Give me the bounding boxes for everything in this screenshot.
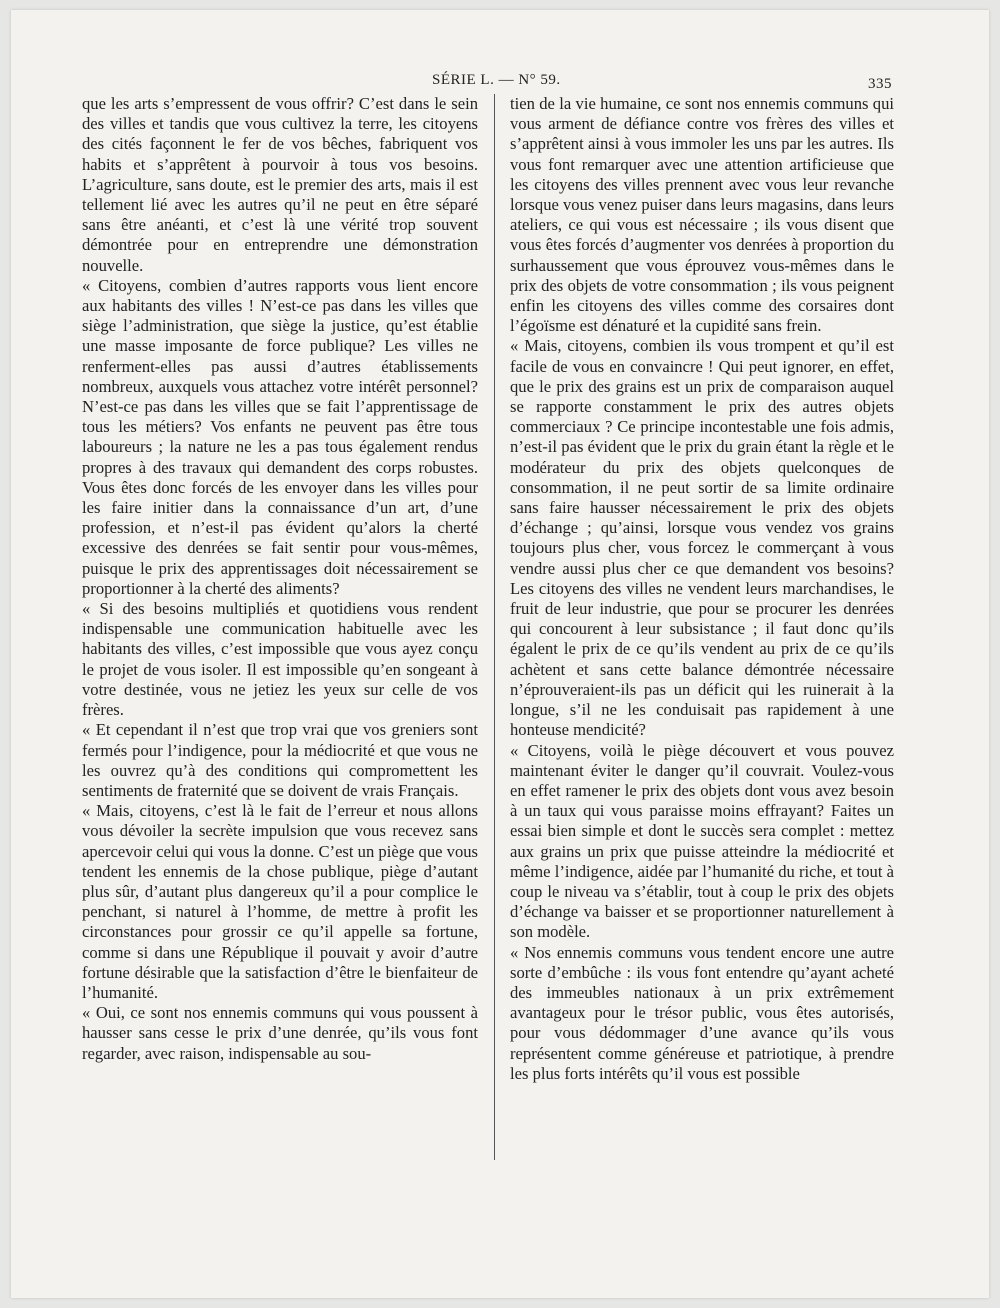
page-number: 335	[868, 76, 892, 92]
left-text-column: que les arts s’empressent de vous offrir? C’est dans le sein des villes et tandis que vous cultivez la terre, les citoyens des cités façonnent le fer de vos bêches, fabriquent vos habits et s’apprêtent à pourvoir à tous vos besoins. L’agriculture, sans doute, est le premier des arts, mais il est tellement lié avec les autres qu’il ne peut en être séparé sans être anéanti, et c’est là une vérité trop souvent démontrée pour en entreprendre une démonstration nouvelle. « Citoyens, combien d’autres rapports vous lient encore aux habitants des villes ! N’est-ce pas dans les villes que siège l’administration, que siège la justice, qu’est établie une masse imposante de force publique? Les villes ne renferment-elles pas aussi d’autres établissements nombreux, auxquels vous attachez votre intérêt personnel? N’est-ce pas dans les villes que se fait l’apprentissage de tous les métiers? Vos enfants ne peuvent pas être tous laboureurs ; la nature ne les a pas tous également rendus propres à des travaux qui demandent des corps robustes. Vous êtes donc forcés de les envoyer dans les villes pour les faire initier dans la connaissance d’un art, d’une profession, et n’est-il pas évident qu’alors la cherté excessive des denrées se fait sentir pour vous-mêmes, puisque le prix des apprentissages doit nécessairement se proportionner à la cherté des aliments? « Si des besoins multipliés et quotidiens vous rendent indispensable une communication habituelle avec les habitants des villes, c’est impossible que vous ayez conçu le projet de vous isoler. Il est impossible qu’en songeant à votre destinée, vous ne jetiez les yeux sur celle de vos frères. « Et cependant il n’est que trop vrai que vos greniers sont fermés pour l’indigence, pour la médiocrité et que vous ne les ouvrez qu’à des conditions qui compromettent les sentiments de fraternité que se doivent de vrais Français. « Mais, citoyens, c’est là le fait de l’erreur et nous allons vous dévoiler la secrète impulsion que vous recevez sans apercevoir celui qui vous la donne. C’est un piège que vous tendent les ennemis de la chose publique, piège d’autant plus sûr, d’autant plus dangereux qu’il a pour complice le penchant, si naturel à l’homme, de mettre à profit les circonstances pour grossir ce qu’il appelle sa fortune, comme si dans une République il pouvait y avoir d’autre fortune désirable que la satisfaction d’être le bienfaiteur de l’humanité. « Oui, ce sont nos ennemis communs qui vous poussent à hausser sans cesse le prix d’une denrée, qu’ils vous font regarder, avec raison, indispensable au sou-	[82, 94, 478, 1063]
running-header	[0, 68, 1000, 96]
series-heading: SÉRIE L. — N° 59.	[432, 72, 561, 88]
right-text-column: tien de la vie humaine, ce sont nos ennemis communs qui vous arment de défiance contre vos frères des villes et s’apprêtent ainsi à vous immoler les uns par les autres. Ils vous font remarquer avec une attention artificieuse que les citoyens des villes prennent avec vous leur revanche lorsque vous venez puiser dans leurs magasins, dans leurs ateliers, ce qui vous est nécessaire ; ils vous disent que vous êtes forcés d’augmenter vos denrées à proportion du surhaussement que vous éprouvez vous-mêmes dans le prix des objets de votre consommation ; ils vous peignent enfin les citoyens des villes comme des corsaires dont l’égoïsme est dénaturé et la cupidité sans frein. « Mais, citoyens, combien ils vous trompent et qu’il est facile de vous en convaincre ! Qui peut ignorer, en effet, que le prix des grains est un prix de comparaison auquel se rapporte constamment le prix des autres objets commerciaux ? Ce principe incontestable une fois admis, n’est-il pas évident que le prix du grain étant la règle et le modérateur du prix des objets quelconques de consommation, il ne peut sortir de sa limite ordinaire sans faire hausser nécessairement le prix des objets d’échange ; qu’ainsi, lorsque vous vendez vos grains toujours plus cher, vous forcez le commerçant à vous vendre aussi plus cher ce que demandent vos besoins? Les citoyens des villes ne vendent leurs marchandises, le fruit de leur industrie, que pour se procurer les denrées qui concourent à leur subsistance ; il faut donc qu’ils égalent le prix de ce qu’ils vendent au prix de ce qu’ils achètent et sans cette balance démontrée nécessaire n’éprouveraient-ils pas un déficit qui les ruinerait à la longue, s’il ne les conduisait pas rapidement à une honteuse mendicité? « Citoyens, voilà le piège découvert et vous pouvez maintenant éviter le danger qu’il couvrait. Voulez-vous en effet ramener le prix des objets dont vous avez besoin à un taux qui vous paraisse moins effrayant? Faites un essai bien simple et dont le succès sera complet : mettez aux grains un prix que puisse atteindre la médiocrité et même l’indigence, aidée par l’humanité du riche, et tout à coup le niveau va s’établir, tout à coup le prix des objets d’échange va baisser et se proportionner naturellement à son modèle. « Nos ennemis communs vous tendent encore une autre sorte d’embûche : ils vous font entendre qu’ayant acheté des immeubles nationaux à un prix extrêmement avantageux pour le trésor public, vous êtes autorisés, pour vous dédommager d’une avance qu’ils vous représentent comme généreuse et patriotique, à prendre les plus forts intérêts qu’il vous est possible	[510, 94, 894, 1083]
column-divider	[494, 94, 495, 1160]
